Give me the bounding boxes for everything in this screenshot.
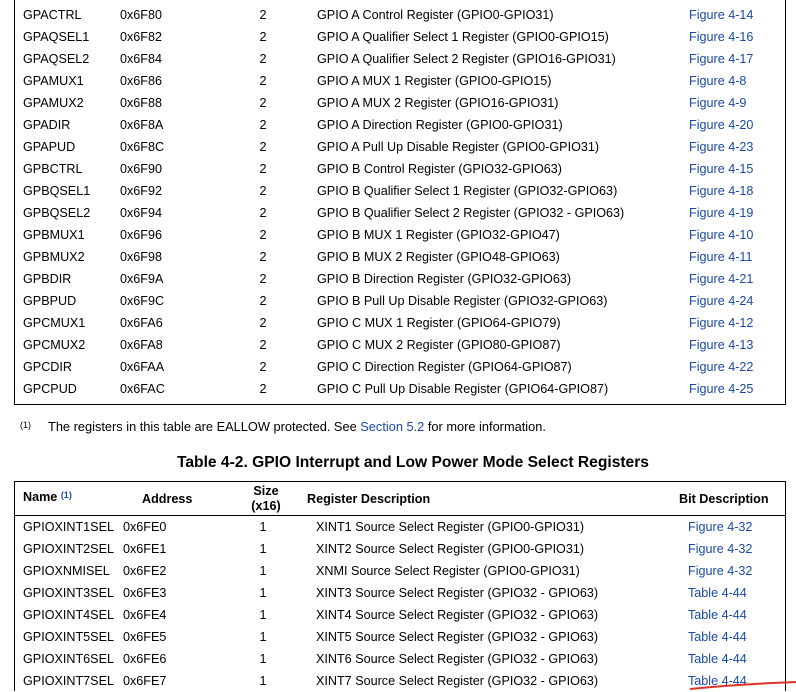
bit-description-link-cell bbox=[689, 180, 753, 202]
table-row bbox=[14, 312, 753, 334]
table-row bbox=[14, 334, 753, 356]
footnote-text-after: for more information. bbox=[424, 419, 546, 434]
table2-header-row bbox=[14, 481, 786, 515]
register-description-cell: GPIO C Direction Register (GPIO64-GPIO87) bbox=[317, 360, 572, 374]
bit-description-link[interactable]: Figure 4-10 bbox=[689, 228, 754, 242]
register-description-cell: XINT5 Source Select Register (GPIO32 - GPIO63) bbox=[316, 630, 599, 644]
header-name: Name $^{(1)}$ bbox=[23, 490, 72, 504]
red-pen-underline-mark bbox=[690, 681, 796, 691]
register-description-cell: GPIO B MUX 1 Register (GPIO32-GPIO47) bbox=[317, 228, 560, 242]
bit-description-link[interactable]: Figure 4-9 bbox=[689, 96, 747, 110]
register-address-cell: 0x6FAA bbox=[120, 360, 165, 374]
table-row bbox=[14, 670, 752, 692]
register-address-cell: 0x6FE2 bbox=[123, 564, 167, 578]
register-description-cell: GPIO A MUX 2 Register (GPIO16-GPIO31) bbox=[317, 96, 559, 110]
register-address-cell: 0x6FE7 bbox=[123, 674, 167, 688]
gpio-control-registers-table bbox=[14, 4, 753, 400]
bit-description-link-cell bbox=[688, 538, 752, 560]
table-row bbox=[14, 92, 753, 114]
register-address-cell: 0x6FA8 bbox=[120, 338, 163, 352]
bit-description-link-cell bbox=[689, 312, 753, 334]
bit-description-link-cell bbox=[689, 246, 753, 268]
header-address: Address bbox=[142, 492, 193, 506]
register-description-cell: GPIO C MUX 2 Register (GPIO80-GPIO87) bbox=[317, 338, 561, 352]
bit-description-link-cell bbox=[688, 582, 752, 604]
register-description-cell: GPIO A Qualifier Select 1 Register (GPIO0-GPIO15) bbox=[317, 30, 609, 44]
register-size-cell: 1 bbox=[259, 520, 267, 534]
register-description-cell: GPIO C Pull Up Disable Register (GPIO64-GPIO87) bbox=[317, 382, 609, 396]
table-row bbox=[14, 582, 752, 604]
register-address-cell: 0x6F88 bbox=[120, 96, 163, 110]
bit-description-link[interactable]: Figure 4-25 bbox=[689, 382, 754, 396]
bit-description-link[interactable]: Figure 4-12 bbox=[689, 316, 754, 330]
table-row bbox=[14, 560, 752, 582]
bit-description-link[interactable]: Figure 4-32 bbox=[688, 520, 753, 534]
register-description-cell: XINT4 Source Select Register (GPIO32 - GPIO63) bbox=[316, 608, 599, 622]
bit-description-link-cell bbox=[689, 48, 753, 70]
bit-description-link-cell bbox=[689, 136, 753, 158]
register-description-cell: GPIO B Control Register (GPIO32-GPIO63) bbox=[317, 162, 562, 176]
bit-description-link[interactable]: Figure 4-13 bbox=[689, 338, 754, 352]
register-address-cell: 0x6F9C bbox=[120, 294, 165, 308]
register-description-cell: GPIO C MUX 1 Register (GPIO64-GPIO79) bbox=[317, 316, 561, 330]
bit-description-link[interactable]: Figure 4-8 bbox=[689, 74, 747, 88]
register-address-cell: 0x6FE1 bbox=[123, 542, 167, 556]
bit-description-link-cell bbox=[689, 290, 753, 312]
bit-description-link[interactable]: Figure 4-17 bbox=[689, 52, 754, 66]
table-row bbox=[14, 70, 753, 92]
table-row bbox=[14, 48, 753, 70]
register-name-cell: GPIOXINT3SEL bbox=[23, 586, 114, 600]
table1-bottom-border bbox=[14, 404, 786, 405]
register-name-cell: GPCMUX2 bbox=[23, 338, 86, 352]
register-name-cell: GPAMUX1 bbox=[23, 74, 84, 88]
register-address-cell: 0x6F82 bbox=[120, 30, 163, 44]
table-row bbox=[14, 268, 753, 290]
register-address-cell: 0x6F8C bbox=[120, 140, 165, 154]
table-row bbox=[14, 648, 752, 670]
bit-description-link[interactable]: Table 4-44 bbox=[688, 652, 747, 666]
register-size-cell: 2 bbox=[259, 140, 267, 154]
register-size-cell: 2 bbox=[259, 382, 267, 396]
register-name-cell: GPCDIR bbox=[23, 360, 72, 374]
register-name-cell: GPBQSEL1 bbox=[23, 184, 91, 198]
register-name-cell: GPBMUX2 bbox=[23, 250, 85, 264]
bit-description-link[interactable]: Figure 4-15 bbox=[689, 162, 754, 176]
table-row bbox=[14, 516, 752, 538]
register-description-cell: GPIO B Pull Up Disable Register (GPIO32-GPIO63) bbox=[317, 294, 608, 308]
register-size-cell: 2 bbox=[259, 316, 267, 330]
bit-description-link-cell bbox=[689, 114, 753, 136]
register-description-cell: XINT2 Source Select Register (GPIO0-GPIO31) bbox=[316, 542, 585, 556]
bit-description-link-cell bbox=[688, 516, 752, 538]
register-description-cell: GPIO A Control Register (GPIO0-GPIO31) bbox=[317, 8, 554, 22]
bit-description-link-cell bbox=[688, 626, 752, 648]
register-description-cell: XINT7 Source Select Register (GPIO32 - GPIO63) bbox=[316, 674, 599, 688]
register-address-cell: 0x6F90 bbox=[120, 162, 163, 176]
bit-description-link[interactable]: Table 4-44 bbox=[688, 674, 747, 688]
register-description-cell: XINT6 Source Select Register (GPIO32 - GPIO63) bbox=[316, 652, 599, 666]
bit-description-link-cell bbox=[688, 560, 752, 582]
table-row bbox=[14, 114, 753, 136]
register-address-cell: 0x6F8A bbox=[120, 118, 164, 132]
register-size-cell: 2 bbox=[259, 30, 267, 44]
register-name-cell: GPCMUX1 bbox=[23, 316, 86, 330]
bit-description-link[interactable]: Figure 4-18 bbox=[689, 184, 754, 198]
register-size-cell: 1 bbox=[259, 586, 267, 600]
register-size-cell: 1 bbox=[259, 542, 267, 556]
register-address-cell: 0x6FE4 bbox=[123, 608, 167, 622]
register-name-cell: GPIOXINT1SEL bbox=[23, 520, 114, 534]
bit-description-link-cell bbox=[689, 92, 753, 114]
register-size-cell: 2 bbox=[259, 184, 267, 198]
register-size-cell: 1 bbox=[259, 630, 267, 644]
section-5-2-link[interactable]: Section 5.2 bbox=[360, 419, 425, 434]
register-description-cell: XINT3 Source Select Register (GPIO32 - GPIO63) bbox=[316, 586, 599, 600]
bit-description-link[interactable]: Table 4-44 bbox=[688, 586, 747, 600]
bit-description-link-cell bbox=[688, 604, 752, 626]
bit-description-link-cell bbox=[689, 70, 753, 92]
register-name-cell: GPIOXNMISEL bbox=[23, 564, 110, 578]
register-address-cell: 0x6F86 bbox=[120, 74, 163, 88]
register-name-cell: GPAMUX2 bbox=[23, 96, 84, 110]
table-row bbox=[14, 26, 753, 48]
bit-description-link-cell bbox=[688, 648, 752, 670]
header-register-description: Register Description bbox=[307, 492, 431, 506]
bit-description-link[interactable]: Figure 4-32 bbox=[688, 542, 753, 556]
bit-description-link-cell bbox=[689, 224, 753, 246]
register-name-cell: GPIOXINT2SEL bbox=[23, 542, 114, 556]
register-address-cell: 0x6F94 bbox=[120, 206, 163, 220]
register-size-cell: 1 bbox=[259, 652, 267, 666]
register-size-cell: 2 bbox=[259, 206, 267, 220]
register-size-cell: 2 bbox=[259, 338, 267, 352]
register-address-cell: 0x6F84 bbox=[120, 52, 163, 66]
register-size-cell: 2 bbox=[259, 96, 267, 110]
register-size-cell: 2 bbox=[259, 250, 267, 264]
register-address-cell: 0x6F96 bbox=[120, 228, 163, 242]
bit-description-link-cell bbox=[689, 334, 753, 356]
register-description-cell: GPIO A Pull Up Disable Register (GPIO0-GPIO31) bbox=[317, 140, 600, 154]
register-name-cell: GPIOXINT5SEL bbox=[23, 630, 114, 644]
table-row bbox=[14, 604, 752, 626]
table-row bbox=[14, 290, 753, 312]
header-size: Size (x16) bbox=[251, 484, 281, 513]
table-row bbox=[14, 246, 753, 268]
table1-right-border bbox=[785, 0, 786, 404]
register-name-cell: GPBDIR bbox=[23, 272, 72, 286]
register-name-cell: GPIOXINT4SEL bbox=[23, 608, 114, 622]
bit-description-link[interactable]: Figure 4-11 bbox=[689, 250, 753, 264]
bit-description-link-cell bbox=[689, 378, 753, 400]
register-name-cell: GPBPUD bbox=[23, 294, 77, 308]
register-name-cell: GPADIR bbox=[23, 118, 71, 132]
table-row bbox=[14, 158, 753, 180]
bit-description-link-cell bbox=[689, 26, 753, 48]
register-name-cell: GPIOXINT7SEL bbox=[23, 674, 114, 688]
register-size-cell: 2 bbox=[259, 52, 267, 66]
register-size-cell: 2 bbox=[259, 8, 267, 22]
register-description-cell: GPIO B Qualifier Select 2 Register (GPIO32 - GPIO63) bbox=[317, 206, 625, 220]
register-size-cell: 2 bbox=[259, 74, 267, 88]
bit-description-link[interactable]: Figure 4-20 bbox=[689, 118, 754, 132]
register-size-cell: 2 bbox=[259, 228, 267, 242]
table-row bbox=[14, 538, 752, 560]
table-footnote bbox=[20, 419, 546, 434]
register-address-cell: 0x6FE5 bbox=[123, 630, 167, 644]
register-size-cell: 1 bbox=[259, 608, 267, 622]
table2-title: Table 4-2. GPIO Interrupt and Low Power Mode Select Registers bbox=[177, 454, 649, 471]
register-name-cell: GPAQSEL1 bbox=[23, 30, 90, 44]
bit-description-link[interactable]: Figure 4-24 bbox=[689, 294, 754, 308]
footnote-text-before: The registers in this table are EALLOW protected. See bbox=[48, 419, 361, 434]
bit-description-link[interactable]: Table 4-44 bbox=[688, 630, 747, 644]
bit-description-link[interactable]: Figure 4-21 bbox=[689, 272, 754, 286]
bit-description-link[interactable]: Figure 4-23 bbox=[689, 140, 754, 154]
register-size-cell: 1 bbox=[259, 674, 267, 688]
register-name-cell: GPIOXINT6SEL bbox=[23, 652, 114, 666]
register-size-cell: 2 bbox=[259, 162, 267, 176]
register-name-cell: GPBMUX1 bbox=[23, 228, 85, 242]
register-address-cell: 0x6FAC bbox=[120, 382, 165, 396]
register-size-cell: 2 bbox=[259, 118, 267, 132]
gpio-interrupt-registers-table bbox=[14, 516, 752, 692]
register-name-cell: GPACTRL bbox=[23, 8, 82, 22]
register-name-cell: GPAQSEL2 bbox=[23, 52, 90, 66]
register-description-cell: GPIO A MUX 1 Register (GPIO0-GPIO15) bbox=[317, 74, 552, 88]
register-description-cell: GPIO B Qualifier Select 1 Register (GPIO32-GPIO63) bbox=[317, 184, 618, 198]
bit-description-link-cell bbox=[689, 4, 753, 26]
bit-description-link[interactable]: Figure 4-22 bbox=[689, 360, 754, 374]
register-description-cell: XINT1 Source Select Register (GPIO0-GPIO31) bbox=[316, 520, 585, 534]
bit-description-link-cell bbox=[689, 202, 753, 224]
register-description-cell: GPIO A Qualifier Select 2 Register (GPIO16-GPIO31) bbox=[317, 52, 616, 66]
table-row bbox=[14, 378, 753, 400]
bit-description-link[interactable]: Figure 4-14 bbox=[689, 8, 754, 22]
register-address-cell: 0x6F9A bbox=[120, 272, 164, 286]
table-row bbox=[14, 136, 753, 158]
register-description-cell: GPIO B Direction Register (GPIO32-GPIO63) bbox=[317, 272, 572, 286]
footnote-marker: (1) bbox=[20, 420, 31, 430]
register-size-cell: 2 bbox=[259, 272, 267, 286]
register-address-cell: 0x6FE0 bbox=[123, 520, 167, 534]
register-size-cell: 1 bbox=[259, 564, 267, 578]
table-row bbox=[14, 224, 753, 246]
register-name-cell: GPBCTRL bbox=[23, 162, 83, 176]
bit-description-link[interactable]: Figure 4-32 bbox=[688, 564, 753, 578]
table-row bbox=[14, 180, 753, 202]
bit-description-link[interactable]: Table 4-44 bbox=[688, 608, 747, 622]
table-row bbox=[14, 356, 753, 378]
bit-description-link-cell bbox=[689, 158, 753, 180]
register-address-cell: 0x6FE3 bbox=[123, 586, 167, 600]
register-name-cell: GPAPUD bbox=[23, 140, 76, 154]
bit-description-link-cell bbox=[689, 268, 753, 290]
register-description-cell: GPIO A Direction Register (GPIO0-GPIO31) bbox=[317, 118, 563, 132]
bit-description-link-cell bbox=[689, 356, 753, 378]
bit-description-link[interactable]: Figure 4-19 bbox=[689, 206, 754, 220]
table-row bbox=[14, 4, 753, 26]
register-name-cell: GPBQSEL2 bbox=[23, 206, 91, 220]
register-description-cell: XNMI Source Select Register (GPIO0-GPIO31) bbox=[316, 564, 580, 578]
register-address-cell: 0x6FA6 bbox=[120, 316, 163, 330]
register-size-cell: 2 bbox=[259, 360, 267, 374]
register-address-cell: 0x6F98 bbox=[120, 250, 163, 264]
register-address-cell: 0x6F80 bbox=[120, 8, 163, 22]
bit-description-link[interactable]: Figure 4-16 bbox=[689, 30, 754, 44]
header-name-footnote-link[interactable]: (1) bbox=[60, 490, 72, 500]
header-bit-description: Bit Description bbox=[679, 492, 769, 506]
register-address-cell: 0x6F92 bbox=[120, 184, 163, 198]
register-address-cell: 0x6FE6 bbox=[123, 652, 167, 666]
register-name-cell: GPCPUD bbox=[23, 382, 77, 396]
register-description-cell: GPIO B MUX 2 Register (GPIO48-GPIO63) bbox=[317, 250, 560, 264]
table-row bbox=[14, 202, 753, 224]
register-size-cell: 2 bbox=[259, 294, 267, 308]
table-row bbox=[14, 626, 752, 648]
